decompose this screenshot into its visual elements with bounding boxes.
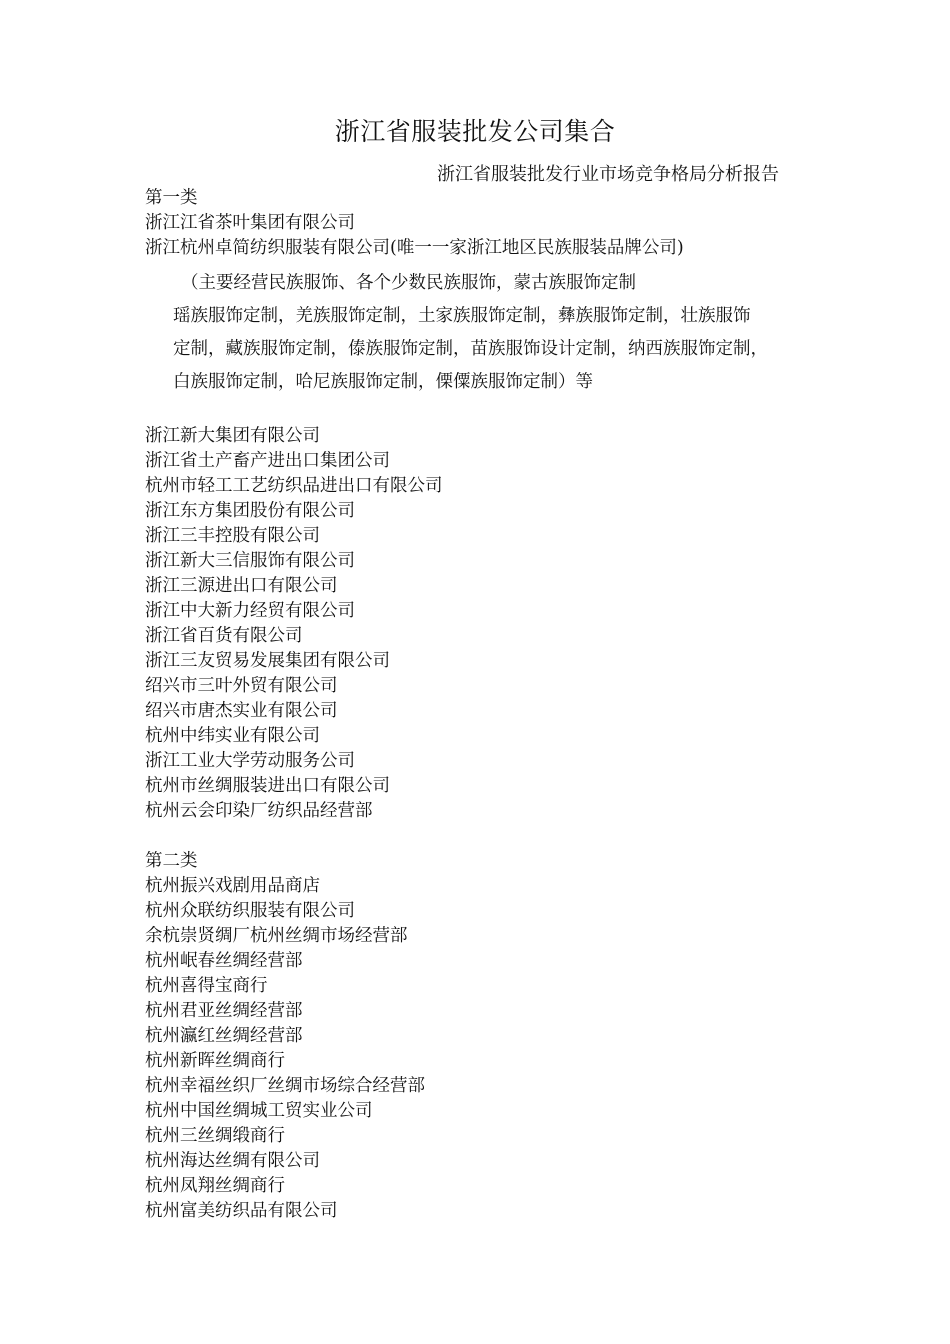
company-line: 浙江省百货有限公司 — [145, 626, 303, 646]
note-line: 瑶族服饰定制，羌族服饰定制，土家族服饰定制，彝族服饰定制，壮族服饰 — [173, 306, 751, 326]
company-line: 杭州凤翔丝绸商行 — [145, 1176, 285, 1196]
company-line: 杭州岷春丝绸经营部 — [145, 951, 303, 971]
company-line: 杭州三丝绸缎商行 — [145, 1126, 285, 1146]
company-line: 杭州富美纺织品有限公司 — [145, 1201, 338, 1221]
note-line: 定制，藏族服饰定制，傣族服饰定制，苗族服饰设计定制，纳西族服饰定制， — [173, 339, 768, 359]
company-line: 绍兴市唐杰实业有限公司 — [145, 701, 338, 721]
company-line: 杭州振兴戏剧用品商店 — [145, 876, 320, 896]
company-line: 杭州众联纺织服装有限公司 — [145, 901, 355, 921]
page-subtitle: 浙江省服装批发行业市场竞争格局分析报告 — [437, 164, 779, 185]
company-line: 杭州市轻工工艺纺织品进出口有限公司 — [145, 476, 443, 496]
company-line: 浙江省土产畜产进出口集团公司 — [145, 451, 390, 471]
company-line: 余杭崇贤绸厂杭州丝绸市场经营部 — [145, 926, 408, 946]
company-line: 杭州喜得宝商行 — [145, 976, 268, 996]
company-line: 浙江江省茶叶集团有限公司 — [145, 213, 355, 233]
page-title: 浙江省服装批发公司集合 — [334, 117, 616, 146]
company-line: 杭州幸福丝织厂丝绸市场综合经营部 — [145, 1076, 425, 1096]
company-line: 杭州中国丝绸城工贸实业公司 — [145, 1101, 373, 1121]
company-line: 浙江三源进出口有限公司 — [145, 576, 338, 596]
section-heading-2: 第二类 — [145, 851, 198, 871]
company-line: 杭州市丝绸服装进出口有限公司 — [145, 776, 390, 796]
spacer — [145, 824, 810, 849]
section-2-company-list — [145, 874, 810, 1224]
company-line: 杭州云会印染厂纺织品经营部 — [145, 801, 373, 821]
company-line: 绍兴市三叶外贸有限公司 — [145, 676, 338, 696]
company-line: 杭州君亚丝绸经营部 — [145, 1001, 303, 1021]
company-line: 浙江新大三信服饰有限公司 — [145, 551, 355, 571]
document-body — [145, 186, 810, 1224]
company-line: 浙江新大集团有限公司 — [145, 426, 320, 446]
section-heading-1: 第一类 — [145, 188, 198, 208]
company-line: 杭州海达丝绸有限公司 — [145, 1151, 320, 1171]
business-note — [173, 267, 813, 399]
company-line: 浙江杭州卓简纺织服装有限公司(唯一一家浙江地区民族服装品牌公司) — [145, 238, 684, 258]
spacer — [145, 399, 810, 424]
note-line: 白族服饰定制，哈尼族服饰定制，傈僳族服饰定制）等 — [173, 372, 593, 392]
company-line: 杭州瀛红丝绸经营部 — [145, 1026, 303, 1046]
company-line: 浙江三丰控股有限公司 — [145, 526, 320, 546]
company-line: 浙江工业大学劳动服务公司 — [145, 751, 355, 771]
note-line: （主要经营民族服饰、各个少数民族服饰，蒙古族服饰定制 — [181, 273, 636, 293]
section-1-company-list — [145, 424, 810, 824]
company-line: 杭州新晖丝绸商行 — [145, 1051, 285, 1071]
company-line: 杭州中纬实业有限公司 — [145, 726, 320, 746]
company-line: 浙江三友贸易发展集团有限公司 — [145, 651, 390, 671]
company-line: 浙江东方集团股份有限公司 — [145, 501, 355, 521]
company-line: 浙江中大新力经贸有限公司 — [145, 601, 355, 621]
